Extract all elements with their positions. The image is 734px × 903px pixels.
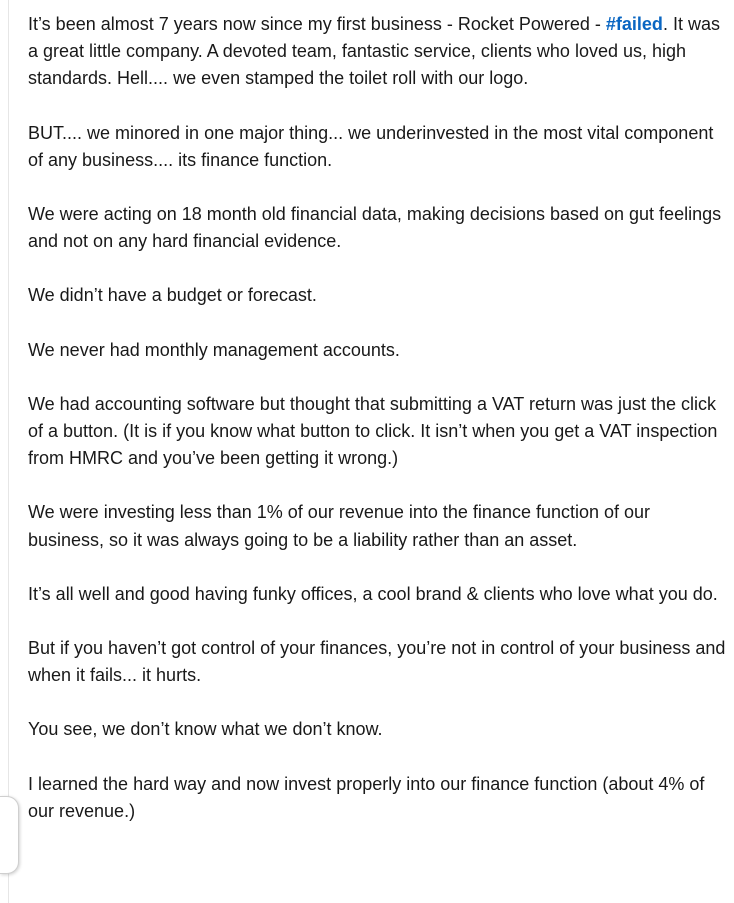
left-border [8, 0, 9, 903]
paragraph: It’s all well and good having funky offices, a cool brand & clients who love what you do. [28, 583, 718, 604]
side-panel-tab[interactable] [0, 796, 19, 874]
paragraph: I learned the hard way and now invest properly into our finance function (about 4% of our revenue.) [28, 773, 705, 821]
post-body [28, 11, 728, 852]
paragraph: We were investing less than 1% of our revenue into the finance function of our business, so it was always going to be a liability rather than an asset. [28, 502, 651, 550]
paragraph: We were acting on 18 month old financial data, making decisions based on gut feelings and not on any hard financial evidence. [28, 204, 722, 252]
intro-text-start: It’s been almost 7 years now since my first business - Rocket Powered - [28, 14, 606, 34]
paragraph-intro [28, 11, 728, 93]
paragraph: We had accounting software but thought that submitting a VAT return was just the click of a button. (It is if you know what button to click. It isn’t when you get a VAT inspection from HMRC and you’ve been getting it wrong.) [28, 393, 718, 469]
paragraph: But if you haven’t got control of your finances, you’re not in control of your business and when it fails... it hurts. [28, 638, 726, 686]
intro-text-end: . It was a great little company. A devoted team, fantastic service, clients who loved us, high standards. Hell.... we even stamped the toilet roll with our logo. [28, 14, 720, 89]
paragraph: We didn’t have a budget or forecast. [28, 285, 317, 306]
paragraph: We never had monthly management accounts. [28, 339, 400, 360]
paragraph: You see, we don’t know what we don’t know. [28, 719, 383, 740]
paragraph: BUT.... we minored in one major thing... we underinvested in the most vital component of any business.... its finance function. [28, 122, 714, 170]
hashtag-failed-link[interactable]: #failed [605, 14, 663, 34]
